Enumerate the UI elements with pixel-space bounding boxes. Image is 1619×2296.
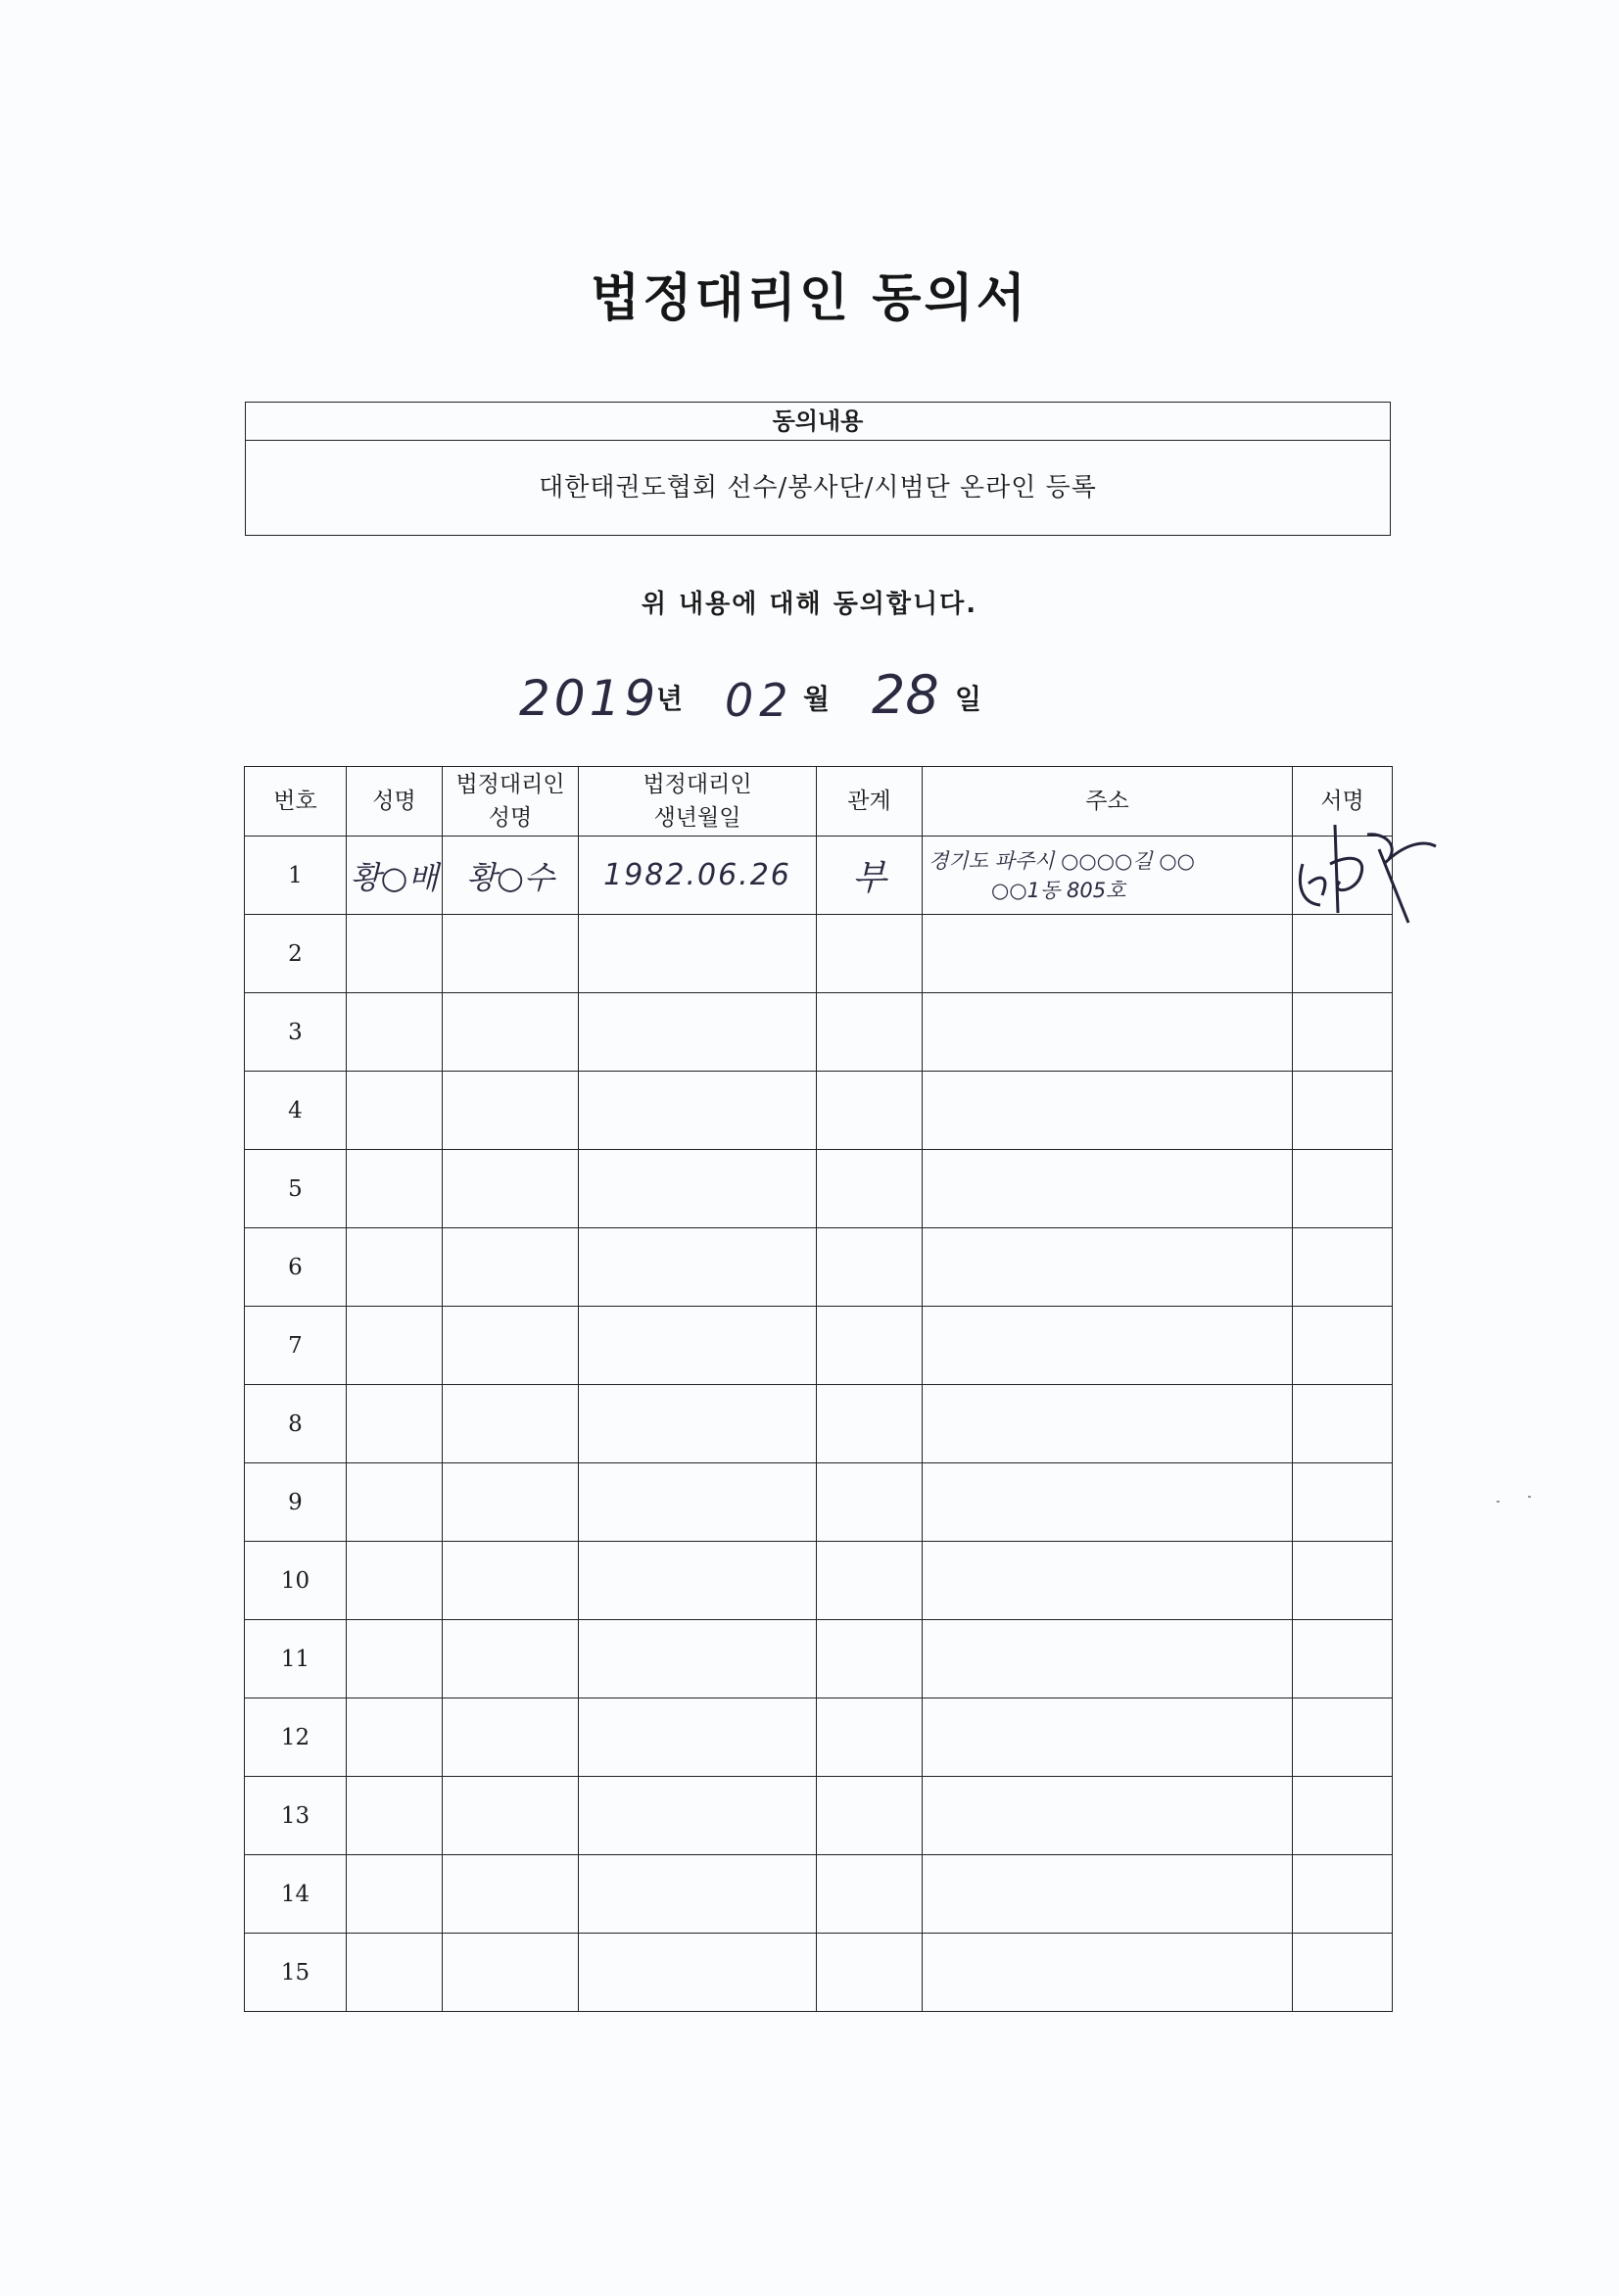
row-signature [1293, 1385, 1393, 1463]
row-relation [817, 1307, 923, 1385]
row-relation [817, 1698, 923, 1777]
row-guardian-name [443, 993, 579, 1072]
row-signature [1293, 1228, 1393, 1307]
row-guardian-name [443, 1620, 579, 1698]
table-row [245, 1698, 1393, 1777]
table-row [245, 1463, 1393, 1542]
row-signature [1293, 993, 1393, 1072]
header-guardian-birth-line2: 생년월일 [653, 805, 741, 831]
row-address-line1: 경기도 파주시 ○○○○길 ○○ [929, 848, 1195, 873]
row-relation [817, 993, 923, 1072]
header-guardian-name [443, 767, 579, 837]
consent-header: 동의내용 [246, 403, 1390, 441]
date-line [509, 658, 1058, 746]
row-guardian-birth [579, 837, 817, 915]
row-relation [817, 1620, 923, 1698]
row-number: 11 [245, 1620, 347, 1698]
row-number: 9 [245, 1463, 347, 1542]
header-guardian-name-line1: 법정대리인 [455, 772, 565, 797]
row-relation [817, 837, 923, 915]
row-signature [1293, 1542, 1393, 1620]
row-guardian-name [443, 1698, 579, 1777]
row-relation [817, 1542, 923, 1620]
table-row [245, 1072, 1393, 1150]
signature-stroke [1367, 835, 1436, 923]
row-guardian-birth [579, 1307, 817, 1385]
row-relation [817, 1385, 923, 1463]
row-guardian-birth [579, 1620, 817, 1698]
consent-text: 대한태권도협회 선수/봉사단/시범단 온라인 등록 [539, 473, 1097, 502]
signature-stroke [1300, 864, 1324, 905]
row-number: 2 [245, 915, 347, 993]
row-name [347, 1228, 443, 1307]
row-relation [817, 915, 923, 993]
header-guardian-name-line2: 성명 [488, 805, 533, 831]
guardian-table [244, 766, 1393, 2012]
agree-statement: 위 내용에 대해 동의합니다. [641, 590, 978, 619]
header-address: 주소 [923, 767, 1293, 837]
row-name [347, 1542, 443, 1620]
row-name [347, 1150, 443, 1228]
row-guardian-birth [579, 993, 817, 1072]
row-guardian-name-handwritten: 황○수 [466, 858, 554, 896]
date-month-unit: 월 [803, 683, 831, 715]
row-name [347, 837, 443, 915]
row-address [923, 1698, 1293, 1777]
scan-speck [1528, 1496, 1531, 1498]
row-name [347, 1385, 443, 1463]
date-year-handwritten: 2019 [519, 670, 660, 727]
table-row [245, 1228, 1393, 1307]
row-guardian-birth [579, 1385, 817, 1463]
row-address [923, 1542, 1293, 1620]
header-number: 번호 [245, 767, 347, 837]
scan-speck [1497, 1501, 1500, 1503]
signature-stroke [1330, 825, 1362, 913]
row-relation [817, 1072, 923, 1150]
row-guardian-name [443, 1463, 579, 1542]
row-number: 3 [245, 993, 347, 1072]
row-guardian-birth-handwritten: 1982.06.26 [603, 858, 791, 892]
date-day-handwritten: 28 [872, 664, 939, 726]
row-number: 13 [245, 1777, 347, 1855]
row-address [923, 1777, 1293, 1855]
table-row [245, 1855, 1393, 1934]
table-row [245, 1934, 1393, 2012]
row-number: 7 [245, 1307, 347, 1385]
row-guardian-birth [579, 1855, 817, 1934]
date-day-unit: 일 [955, 683, 982, 715]
row-guardian-birth [579, 1542, 817, 1620]
row-guardian-name [443, 1934, 579, 2012]
date-month-handwritten: 02 [725, 674, 794, 727]
row-guardian-name [443, 1072, 579, 1150]
row-signature [1293, 1463, 1393, 1542]
row-name [347, 1463, 443, 1542]
row-name [347, 1698, 443, 1777]
row-relation-handwritten: 부 [852, 858, 886, 898]
row-guardian-birth [579, 1698, 817, 1777]
table-row [245, 1150, 1393, 1228]
row-address [923, 993, 1293, 1072]
row-number: 8 [245, 1385, 347, 1463]
row-number: 14 [245, 1855, 347, 1934]
row-relation [817, 1855, 923, 1934]
row-name [347, 1777, 443, 1855]
row-number: 5 [245, 1150, 347, 1228]
row-address [923, 1463, 1293, 1542]
row-signature [1293, 1620, 1393, 1698]
row-number: 6 [245, 1228, 347, 1307]
row-signature [1293, 1698, 1393, 1777]
row-name [347, 1072, 443, 1150]
row-relation [817, 1463, 923, 1542]
header-guardian-birth-line1: 법정대리인 [643, 772, 752, 797]
table-row [245, 1542, 1393, 1620]
table-row [245, 1620, 1393, 1698]
row-signature [1293, 1855, 1393, 1934]
table-row [245, 1777, 1393, 1855]
row-relation [817, 1228, 923, 1307]
row-address [923, 1385, 1293, 1463]
row-guardian-name [443, 915, 579, 993]
table-row [245, 993, 1393, 1072]
row-name-handwritten: 황○배 [350, 858, 439, 896]
row-relation [817, 1934, 923, 2012]
table-row [245, 1385, 1393, 1463]
page-title: 법정대리인 동의서 [591, 269, 1028, 328]
row-address-line2: ○○1동 805호 [991, 878, 1126, 902]
row-address [923, 1150, 1293, 1228]
row-number: 4 [245, 1072, 347, 1150]
row-signature [1293, 1934, 1393, 2012]
row-guardian-name [443, 1150, 579, 1228]
consent-content-box [245, 402, 1391, 536]
row-guardian-birth [579, 1150, 817, 1228]
row-address [923, 1228, 1293, 1307]
row-signature [1293, 1150, 1393, 1228]
row-number: 12 [245, 1698, 347, 1777]
header-name: 성명 [347, 767, 443, 837]
row-address [923, 1307, 1293, 1385]
row-address [923, 1855, 1293, 1934]
row-address [923, 837, 1293, 915]
row-guardian-name [443, 1307, 579, 1385]
row-signature [1293, 1777, 1393, 1855]
row-address [923, 915, 1293, 993]
row-name [347, 915, 443, 993]
row-number: 1 [245, 837, 347, 915]
header-guardian-birth [579, 767, 817, 837]
row-address [923, 1620, 1293, 1698]
row-address [923, 1934, 1293, 2012]
header-signature: 서명 [1293, 767, 1393, 837]
row-guardian-birth [579, 1072, 817, 1150]
row-guardian-name [443, 1228, 579, 1307]
row-guardian-birth [579, 915, 817, 993]
row-guardian-name [443, 1385, 579, 1463]
row-name [347, 1620, 443, 1698]
row-name [347, 1307, 443, 1385]
date-year-unit: 년 [656, 683, 684, 715]
row-signature [1293, 1072, 1393, 1150]
row-number: 10 [245, 1542, 347, 1620]
handwritten-signature [1291, 805, 1438, 942]
row-number: 15 [245, 1934, 347, 2012]
row-signature [1293, 1307, 1393, 1385]
row-name [347, 1855, 443, 1934]
row-name [347, 993, 443, 1072]
header-relation: 관계 [817, 767, 923, 837]
row-guardian-name [443, 1777, 579, 1855]
row-guardian-birth [579, 1463, 817, 1542]
row-guardian-birth [579, 1934, 817, 2012]
table-row [245, 837, 1393, 915]
table-header-row [245, 767, 1393, 837]
row-guardian-birth [579, 1777, 817, 1855]
row-guardian-birth [579, 1228, 817, 1307]
row-relation [817, 1777, 923, 1855]
row-relation [817, 1150, 923, 1228]
table-row [245, 915, 1393, 993]
table-row [245, 1307, 1393, 1385]
row-name [347, 1934, 443, 2012]
row-guardian-name [443, 1855, 579, 1934]
row-address [923, 1072, 1293, 1150]
row-guardian-name [443, 837, 579, 915]
row-guardian-name [443, 1542, 579, 1620]
